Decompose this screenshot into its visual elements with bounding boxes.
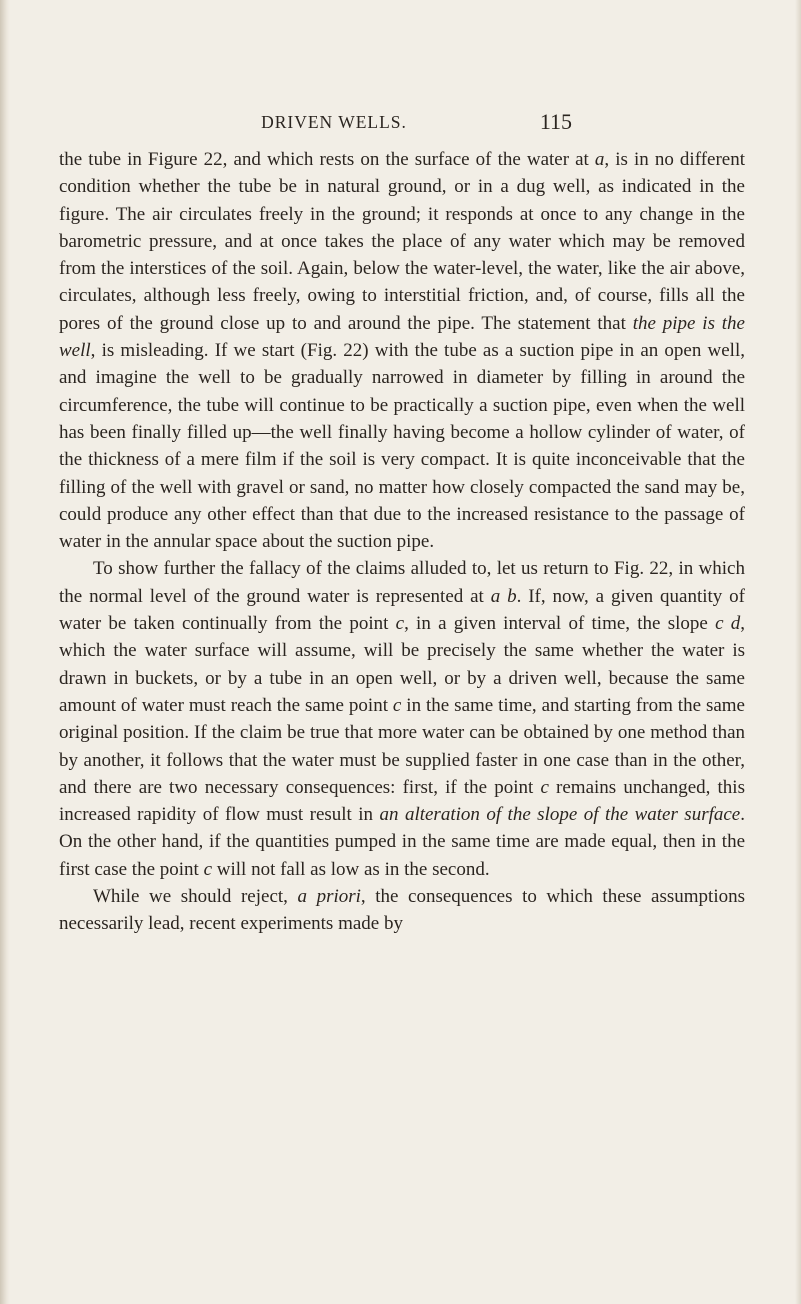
text-run: , is misleading. If we start (Fig. 22) with the tube as a suction pipe in an open well, and imagine the well to be gradually narrowed in diameter by filling in around the circumference, the tube will continue to be practically a suction pipe, even when the well has been finally filled up—the well finally having become a hollow cylinder of water, of the thickness of a mere film if the soil is very compact. It is quite inconceivable that the filling of the well with gravel or sand, no matter how closely compacted the sand may be, could produce any other effect than that due to the increased resistance to the passage of water in the annular space about the suction pipe. [59, 340, 745, 553]
page-edge-left [0, 0, 10, 1304]
text-run: , is in no different condition whether the tube be in natural ground, or in a dug well, as indicated in the figure. The air circulates freely in the ground; it responds at once to any change in the barometric pressure, and at once takes the place of any water which may be removed from the interstices of the soil. Again, below the water-level, the water, like the air above, circulates, although less freely, owing to interstitial friction, and, of course, fills all the pores of the ground close up to and around the pipe. The statement that [59, 149, 745, 334]
text-run: , the consequences to which these assumptions necessarily lead, recent experiments made by [59, 886, 745, 935]
text-run: While we should reject, [93, 886, 298, 908]
paragraph [59, 146, 745, 555]
italic-text: c [203, 858, 213, 880]
italic-text: an alteration of the slope of the water surface [379, 804, 741, 826]
page-edge-right [795, 0, 801, 1304]
paragraph [59, 883, 745, 938]
body-text [59, 146, 745, 938]
text-run: . On the other hand, if the quantities pumped in the same time are made equal, then in the first case the point [59, 804, 745, 880]
paragraph [59, 555, 745, 883]
text-run: , in a given interval of time, the slope [404, 613, 716, 635]
italic-text: c [395, 613, 405, 635]
running-head: DRIVEN WELLS. [261, 112, 407, 132]
text-run: in the same time, and starting from the same original position. If the claim be true that more water can be obtained by one method than by another, it follows that the water must be supplied faster in one case than in the other, and there are two necessary consequences: first, if the point [59, 694, 745, 798]
text-run: the tube in Figure 22, and which rests on the surface of the water at [59, 149, 595, 170]
page-header [96, 109, 572, 138]
italic-text: c [540, 776, 549, 798]
text-run: , which the water surface will assume, will be precisely the same whether the water is drawn in buckets, or by a tube in an open well, or by a driven well, because the same amount of water must reach the same point [59, 613, 745, 716]
text-run: . If, now, a given quantity of water be taken continually from the point [59, 585, 745, 635]
text-run: To show further the fallacy of the claims alluded to, let us return to Fig. 22, in which the normal level of the ground water is represented at [59, 558, 745, 607]
italic-text: the pipe is the well [59, 312, 745, 362]
text-run: remains unchanged, this increased rapidity of flow must result in [59, 776, 745, 826]
italic-text: a priori [297, 886, 361, 908]
italic-text: a [594, 149, 605, 170]
italic-text: c d [715, 613, 741, 635]
italic-text: c [392, 694, 402, 716]
italic-text: a b [490, 585, 517, 607]
page-number: 115 [539, 109, 572, 134]
text-run: will not fall as low as in the second. [212, 858, 490, 880]
